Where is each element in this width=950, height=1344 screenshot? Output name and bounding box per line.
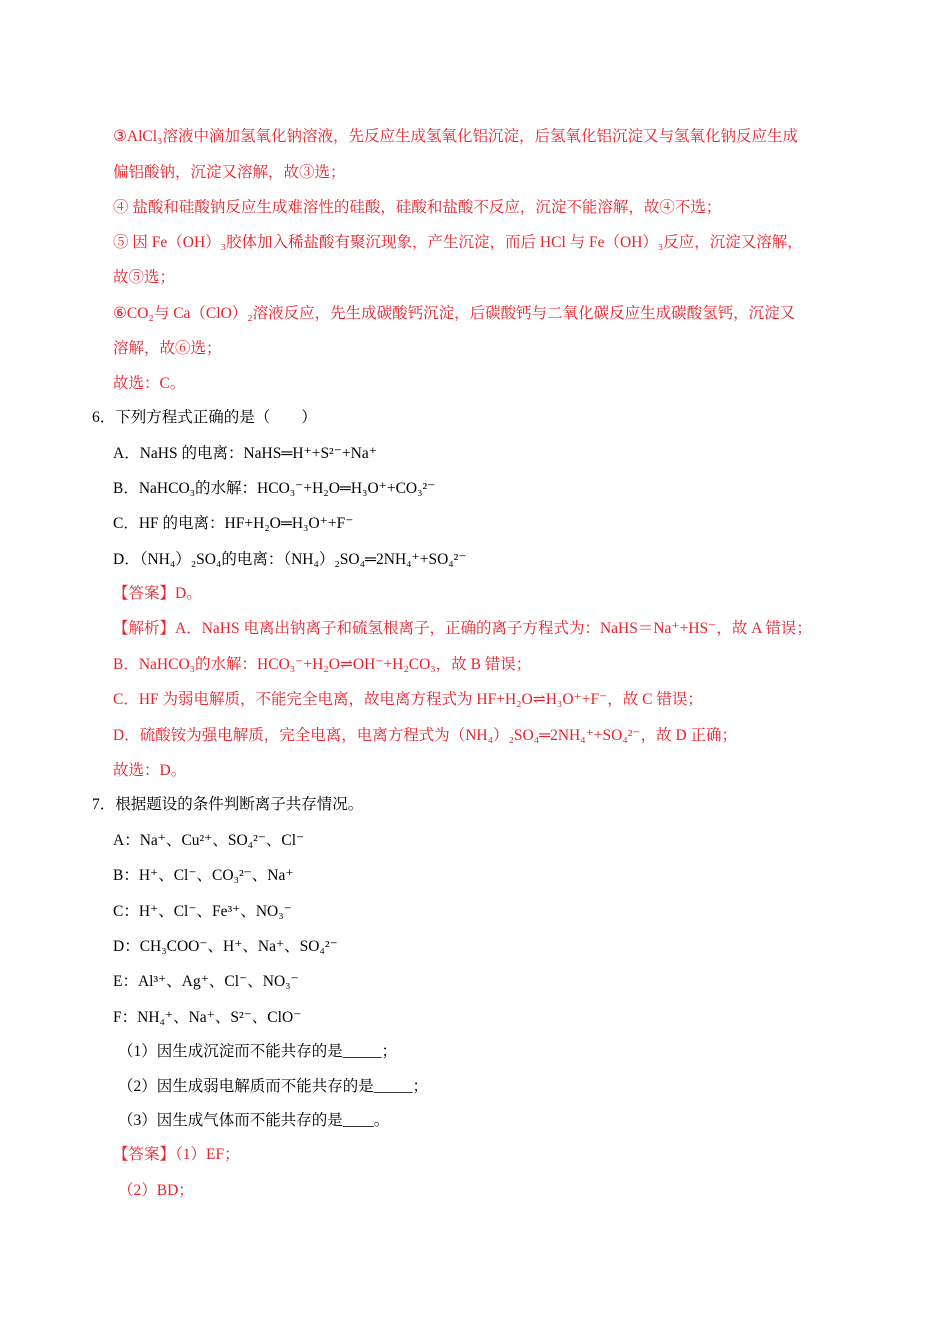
question-7-stem: 7．根据题设的条件判断离子共存情况。: [92, 796, 364, 813]
question-6-option-c: C．HF 的电离：HF+H₂O═H₃O⁺+F⁻: [113, 515, 354, 532]
explanation-line-4: ④ 盐酸和硅酸钠反应生成难溶性的硅酸，硅酸和盐酸不反应，沉淀不能溶解，故④不选；: [113, 199, 722, 216]
question-6-conclusion: 故选：D。: [113, 762, 187, 779]
question-7-sub-3: （3）因生成气体而不能共存的是____。: [118, 1112, 390, 1129]
question-7-sub-2: （2）因生成弱电解质而不能共存的是_____；: [118, 1078, 429, 1095]
question-6-option-d: D．（NH₄）₂SO₄的电离：（NH₄）₂SO₄═2NH₄⁺+SO₄²⁻: [113, 551, 467, 568]
question-7-answer-2: （2）BD；: [118, 1182, 194, 1199]
question-7-group-a: A：Na⁺、Cu²⁺、SO₄²⁻、Cl⁻: [113, 832, 305, 849]
question-7-group-f: F：NH₄⁺、Na⁺、S²⁻、ClO⁻: [113, 1009, 302, 1026]
explanation-line-6: ⑥CO₂与 Ca（ClO）₂溶液反应，先生成碳酸钙沉淀，后碳酸钙与二氧化碳反应生成碳酸氢钙，沉淀又: [113, 305, 796, 322]
question-6-explanation-b: B．NaHCO₃的水解：HCO₃⁻+H₂O⇌OH⁻+H₂CO₃，故 B 错误；: [113, 656, 532, 673]
question-6-answer: 【答案】D。: [113, 585, 202, 602]
question-6-explanation-c: C．HF 为弱电解质，不能完全电离，故电离方程式为 HF+H₂O⇌H₃O⁺+F⁻，故 C 错误；: [113, 691, 703, 708]
explanation-line-6-cont: 溶解，故⑥选；: [113, 340, 222, 357]
question-6-explanation-d: D．硫酸铵为强电解质，完全电离，电离方程式为（NH₄）₂SO₄═2NH₄⁺+SO₄²⁻，故 D 正确；: [113, 727, 738, 744]
explanation-line-5-cont: 故⑤选；: [113, 269, 176, 286]
question-7-group-c: C：H⁺、Cl⁻、Fe³⁺、NO₃⁻: [113, 903, 292, 920]
question-6-option-a: A．NaHS 的电离：NaHS═H⁺+S²⁻+Na⁺: [113, 445, 377, 462]
explanation-conclusion: 故选：C。: [113, 375, 186, 392]
explanation-line-3-cont: 偏铝酸钠，沉淀又溶解，故③选；: [113, 164, 346, 181]
question-7-sub-1: （1）因生成沉淀而不能共存的是_____；: [118, 1043, 398, 1060]
question-7-group-d: D：CH₃COO⁻、H⁺、Na⁺、SO₄²⁻: [113, 938, 338, 955]
question-7-group-e: E：Al³⁺、Ag⁺、Cl⁻、NO₃⁻: [113, 973, 299, 990]
question-6-option-b: B．NaHCO₃的水解：HCO₃⁻+H₂O═H₃O⁺+CO₃²⁻: [113, 480, 436, 497]
question-6-explanation-a: 【解析】A．NaHS 电离出钠离子和硫氢根离子，正确的离子方程式为：NaHS＝Na⁺+HS⁻，故 A 错误；: [113, 620, 812, 637]
explanation-line-5: ⑤ 因 Fe（OH）₃胶体加入稀盐酸有聚沉现象，产生沉淀，而后 HCl 与 Fe（OH）₃反应，沉淀又溶解，: [113, 234, 803, 251]
question-6-stem: 6．下列方程式正确的是（ ）: [92, 409, 317, 426]
question-7-answer-1: 【答案】（1）EF；: [113, 1146, 240, 1163]
explanation-line-3: ③AlCl₃溶液中滴加氢氧化钠溶液，先反应生成氢氧化铝沉淀，后氢氧化铝沉淀又与氢氧化钠反应生成: [113, 128, 798, 145]
question-7-group-b: B：H⁺、Cl⁻、CO₃²⁻、Na⁺: [113, 867, 294, 884]
